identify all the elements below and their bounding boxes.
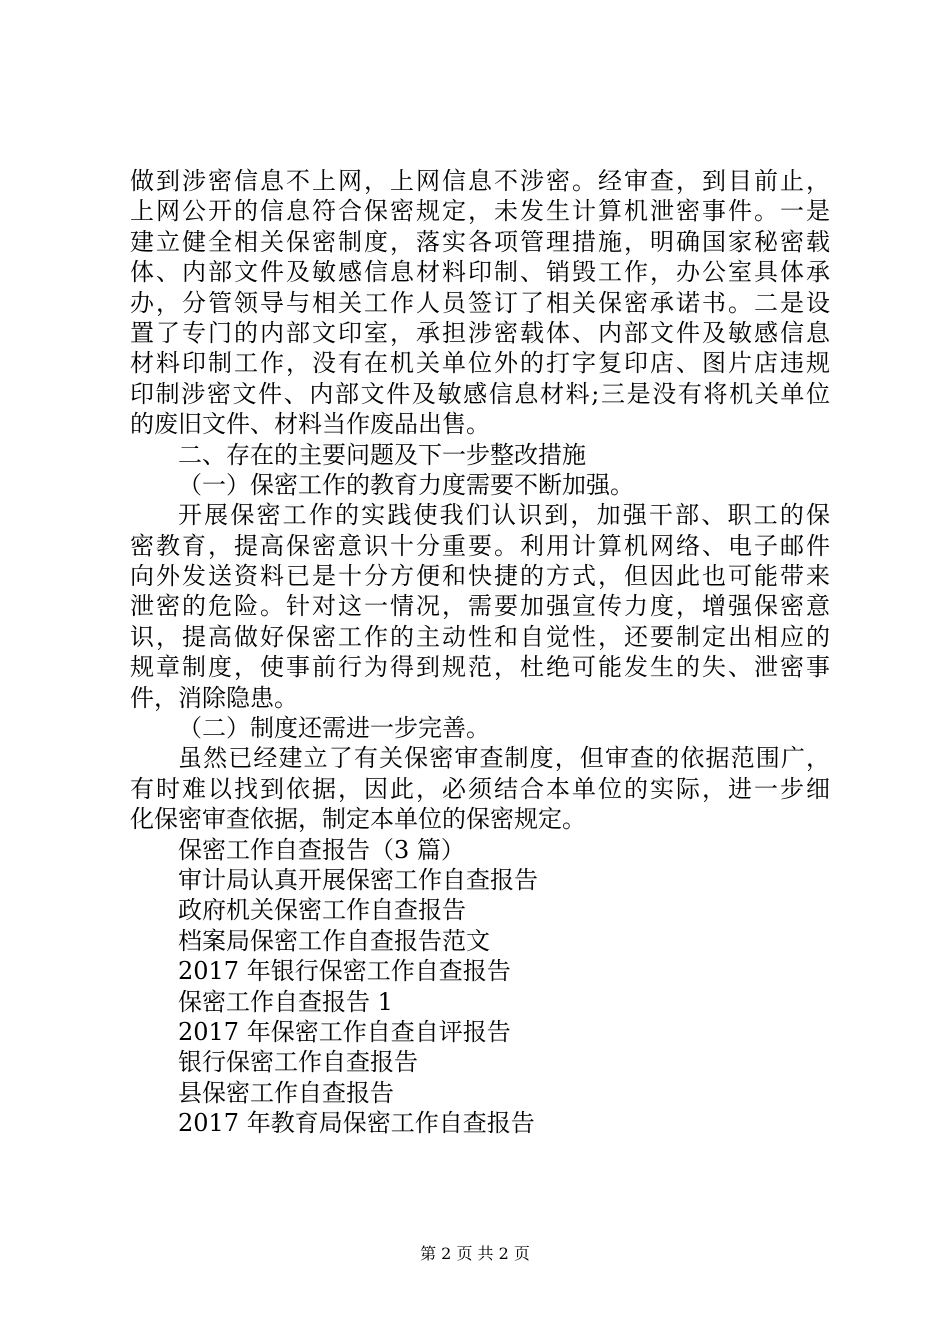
related-title: 保密工作自查报告（3 篇） bbox=[178, 835, 465, 864]
related-link: 保密工作自查报告 1 bbox=[178, 987, 393, 1016]
body-text-line: 密教育，提高保密意识十分重要。利用计算机网络、电子邮件 bbox=[130, 531, 830, 560]
body-text-line: 体、内部文件及敏感信息材料印制、销毁工作，办公室具体承 bbox=[130, 258, 830, 287]
body-text-line: 建立健全相关保密制度，落实各项管理措施，明确国家秘密载 bbox=[130, 227, 830, 256]
body-text-line: 印制涉密文件、内部文件及敏感信息材料;三是没有将机关单位 bbox=[130, 379, 830, 408]
subsection-heading: （一）保密工作的教育力度需要不断加强。 bbox=[178, 470, 634, 499]
body-text-line: 置了专门的内部文印室，承担涉密载体、内部文件及敏感信息 bbox=[130, 318, 830, 347]
page-number-footer: 第 2 页 共 2 页 bbox=[420, 1244, 530, 1263]
related-link: 县保密工作自查报告 bbox=[178, 1078, 394, 1107]
body-text-line: 虽然已经建立了有关保密审查制度，但审查的依据范围广， bbox=[178, 744, 830, 773]
related-link: 2017 年银行保密工作自查报告 bbox=[178, 957, 511, 986]
body-text-line: 办，分管领导与相关工作人员签订了相关保密承诺书。二是设 bbox=[130, 288, 830, 317]
body-text-line: 有时难以找到依据，因此，必须结合本单位的实际，进一步细 bbox=[130, 774, 830, 803]
related-link: 2017 年保密工作自查自评报告 bbox=[178, 1017, 511, 1046]
body-text-line: 规章制度，使事前行为得到规范，杜绝可能发生的失、泄密事 bbox=[130, 653, 830, 682]
body-text-line: 泄密的危险。针对这一情况，需要加强宣传力度，增强保密意 bbox=[130, 592, 830, 621]
subsection-heading: （二）制度还需进一步完善。 bbox=[178, 714, 490, 743]
related-link: 审计局认真开展保密工作自查报告 bbox=[178, 865, 538, 894]
body-text-line: 的废旧文件、材料当作废品出售。 bbox=[130, 410, 490, 439]
section-heading: 二、存在的主要问题及下一步整改措施 bbox=[178, 440, 586, 469]
body-text-line: 做到涉密信息不上网，上网信息不涉密。经审查，到目前止， bbox=[130, 167, 830, 195]
body-text-line: 上网公开的信息符合保密规定，未发生计算机泄密事件。一是 bbox=[130, 197, 830, 226]
related-link: 2017 年教育局保密工作自查报告 bbox=[178, 1109, 535, 1138]
related-link: 政府机关保密工作自查报告 bbox=[178, 896, 466, 925]
related-link: 档案局保密工作自查报告范文 bbox=[178, 926, 490, 955]
document-body bbox=[130, 166, 830, 1139]
body-text-line: 件，消除隐患。 bbox=[130, 683, 298, 712]
body-text-line: 材料印制工作，没有在机关单位外的打字复印店、图片店违规 bbox=[130, 349, 830, 378]
body-text-line: 向外发送资料已是十分方便和快捷的方式，但因此也可能带来 bbox=[130, 562, 830, 591]
body-text-line: 识，提高做好保密工作的主动性和自觉性，还要制定出相应的 bbox=[130, 622, 830, 651]
related-link: 银行保密工作自查报告 bbox=[178, 1048, 418, 1077]
body-text-line: 化保密审查依据，制定本单位的保密规定。 bbox=[130, 805, 586, 834]
body-text-line: 开展保密工作的实践使我们认识到，加强干部、职工的保 bbox=[178, 501, 830, 530]
